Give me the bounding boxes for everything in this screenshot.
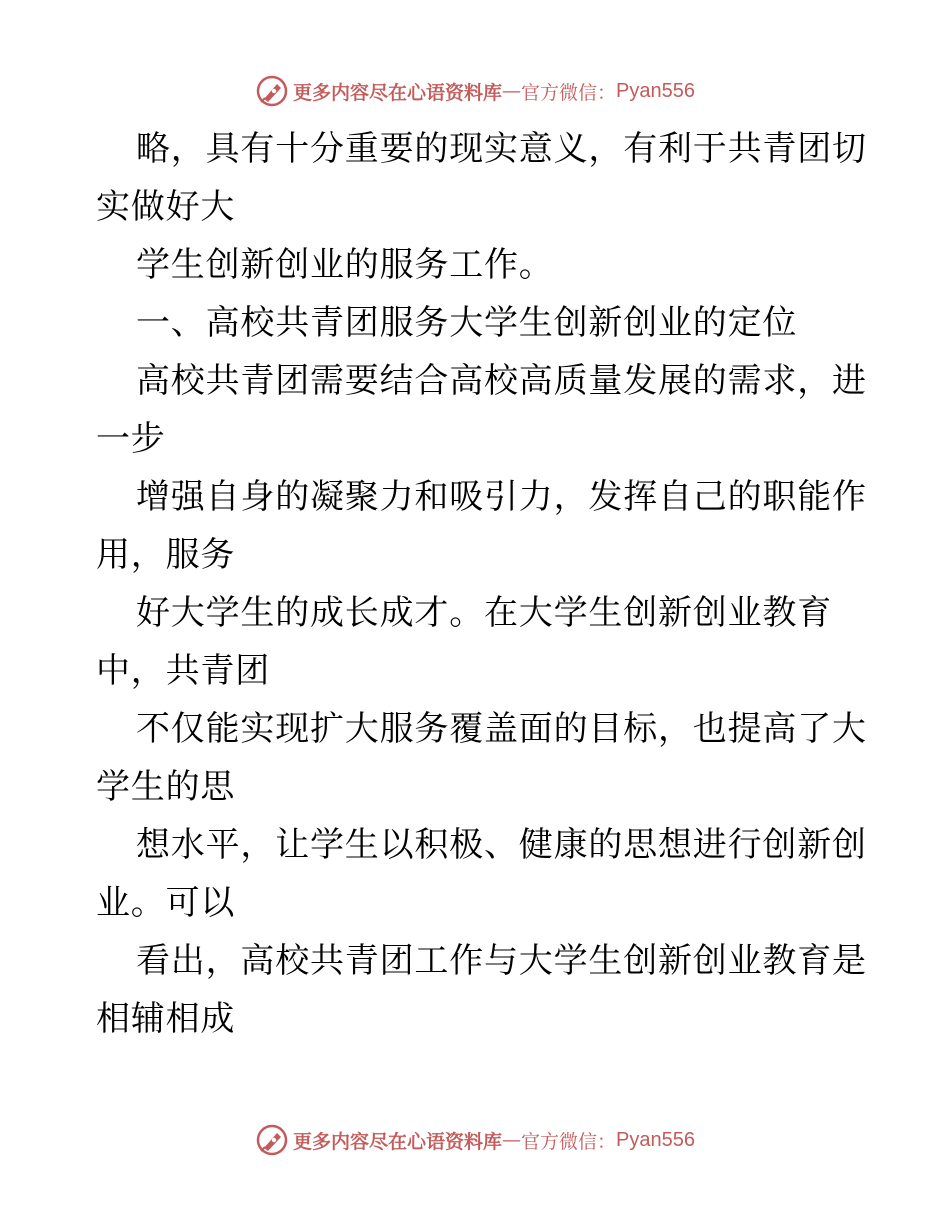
text-line: 高校共青团需要结合高校高质量发展的需求，进 bbox=[136, 361, 867, 401]
header-brand: 更多内容尽在心语资料库 bbox=[293, 81, 503, 104]
text-line: 想水平，让学生以积极、健康的思想进行创新创 bbox=[136, 825, 867, 865]
footer-separator: — bbox=[502, 1129, 522, 1151]
text-line: 增强自身的凝聚力和吸引力，发挥自己的职能作 bbox=[136, 477, 867, 517]
text-line: 略，具有十分重要的现实意义，有利于共青团切 bbox=[136, 129, 867, 169]
header-banner bbox=[0, 71, 950, 111]
text-line: 实做好大 bbox=[96, 187, 236, 227]
section-heading: 一、高校共青团服务大学生创新创业的定位 bbox=[136, 303, 798, 343]
pen-nib-logo-icon bbox=[255, 74, 289, 108]
footer-brand: 更多内容尽在心语资料库 bbox=[293, 1130, 503, 1153]
footer-wechat-id: Pyan556 bbox=[616, 1128, 695, 1151]
text-line: 中，共青团 bbox=[96, 651, 270, 691]
text-line: 好大学生的成长成才。在大学生创新创业教育 bbox=[136, 593, 832, 633]
footer-banner bbox=[0, 1120, 950, 1160]
text-line: 一步 bbox=[96, 419, 166, 459]
pen-nib-logo-icon bbox=[255, 1123, 289, 1157]
text-line: 用，服务 bbox=[96, 535, 236, 575]
document-body bbox=[96, 120, 867, 1048]
header-wechat-id: Pyan556 bbox=[616, 79, 695, 102]
footer-wechat-label: 官方微信： bbox=[521, 1130, 617, 1153]
text-line: 学生创新创业的服务工作。 bbox=[136, 245, 554, 285]
header-wechat-label: 官方微信： bbox=[521, 81, 617, 104]
header-separator: — bbox=[502, 80, 522, 102]
text-line: 学生的思 bbox=[96, 767, 236, 807]
text-line: 相辅相成 bbox=[96, 999, 236, 1039]
text-line: 看出，高校共青团工作与大学生创新创业教育是 bbox=[136, 941, 867, 981]
text-line: 业。可以 bbox=[96, 883, 236, 923]
text-line: 不仅能实现扩大服务覆盖面的目标，也提高了大 bbox=[136, 709, 867, 749]
